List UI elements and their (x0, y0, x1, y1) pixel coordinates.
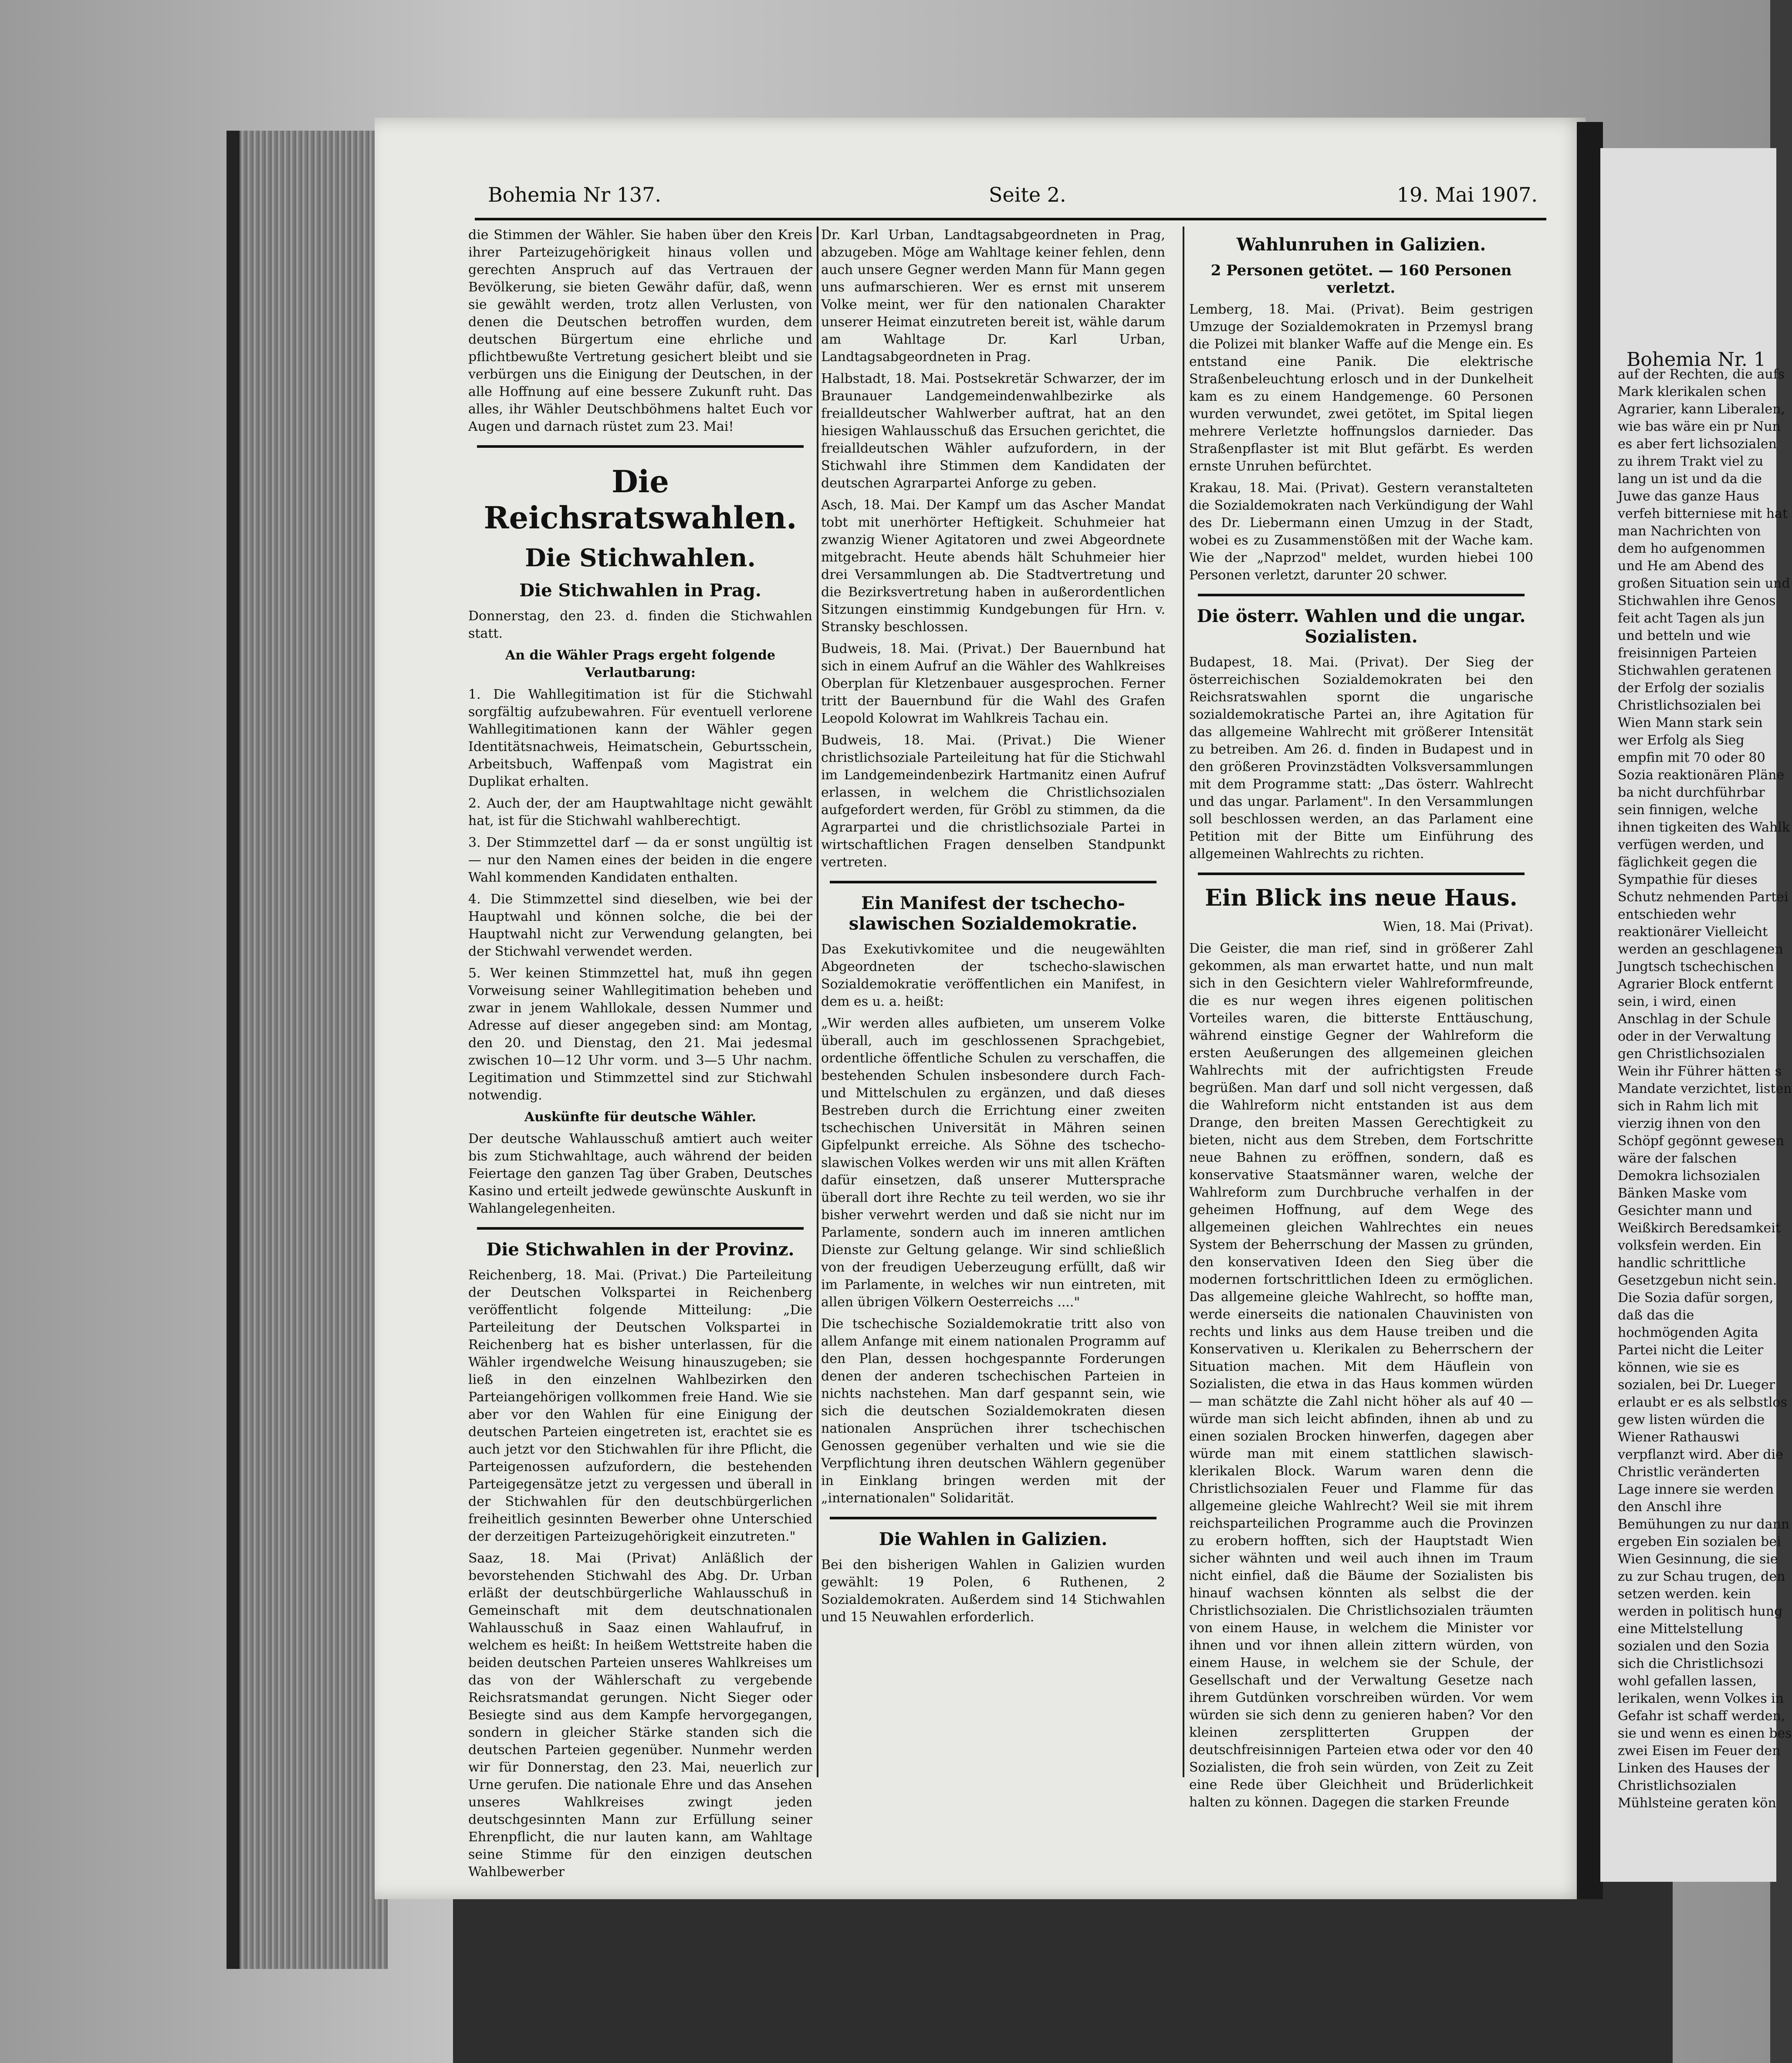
column-3 (1189, 227, 1533, 1864)
article-text: An die Wähler Prags ergeht folgende Verlautbarung: (505, 648, 775, 680)
article-text: Lemberg, 18. Mai. (Privat). Beim gestrigen Umzuge der Sozialdemokraten in Przemysl brang die Polizei mit blanker Waffe auf die Menge ein. Es entstand eine Panik. Die elektrische Straßenbeleuchtung erlosch und in der Dunkelheit kam es zu einem Handgemenge. 60 Personen wurden verwundet, zwei getötet, im Spital liegen mehrere Verletzte hoffnungslos darnieder. Das Straßenpflaster ist mit Blut gefärbt. Es werden ernste Unruhen befürchtet. (1189, 302, 1533, 474)
article-text: Halbstadt, 18. Mai. Postsekretär Schwarzer, der im Braunauer Landgemeindenwahlbezirke als freialldeutscher Wahlwerber auftrat, hat an den hiesigen Wahlausschuß das Ersuchen gerichtet, die freialldeutschen Wähler aufzufordern, in der Stichwahl ihre Stimmen dem Kandidaten der deutschen Agrarpartei Anforge zu geben. (821, 371, 1165, 491)
article-subheading: 2 Personen getötet. — 160 Personen verletzt. (1210, 262, 1512, 297)
column-2 (821, 227, 1165, 1864)
divider (477, 1227, 804, 1230)
header-page-number: Seite 2. (989, 183, 1066, 206)
article-text: Die Geister, die man rief, sind in größerer Zahl gekommen, als man erwartet hatte, und nun malt sich in den Gesichtern vieler Wahlreformfreunde, die es nur wegen ihres eigenen politischen Vorteiles waren, die bitterste Enttäuschung, während einstige Gegner der Wahlreform die ersten Aeußerungen des allgemeinen gleichen Wahlrechts mit der aufrichtigsten Freude begrüßen. Man darf und soll nicht vergessen, daß die Wahlreform nicht entstanden ist aus dem Drange, den breiten Massen Gerechtigkeit zu bieten, nicht aus dem Streben, dem Fortschritte neue Bahnen zu eröffnen, sondern, daß es konservative Staatsmänner waren, welche der Wahlreform zum Durchbruche verhalfen in der geheimen Hoffnung, auf dem Wege des allgemeinen gleichen Wahlrechtes ein neues System der Beherrschung der Massen zu gründen, den konservativen Ideen den Sieg über die modernen fortschrittlichen Ideen zu ermöglichen. Das allgemeine gleiche Wahlrecht, so hoffte man, werde einerseits die nationalen Chauvinisten von rechts und links aus dem Hause treiben und die Konservativen u. Klerikalen zu Beherrschern der Situation machen. Mit dem Häuflein von Sozialisten, die etwa in das Haus kommen würden — man schätzte die Zahl nicht höher als auf 40 — würde man sich leicht abfinden, ihnen ab und zu einen sozialen Brocken hinwerfen, dagegen aber würde man mit einem stattlichen slawisch-klerikalen Block. Warum waren denn die Christlichsozialen Feuer und Flamme für das allgemeine gleiche Wahlrecht? Weil sie mit ihrem reichsparteilichen Programme auch die Provinzen zu erobern hofften, sich der Hauptstadt Wien sicher wähnten und weil auch ihnen im Traum nicht einfiel, daß die Bäume der Sozialisten bis hinauf wachsen könnten als selbst die der Christlichsozialen. Die Christlichsozialen träumten von einem Hause, in welchem die Minister vor ihnen und vor ihnen allein zittern würden, von einem Hause, in welchem sie der Schule, der Gesellschaft und der Verwaltung Gesetze nach ihrem Gutdünken vorschreiben würden. Vor wem würden sie sich denn zu genieren haben? Vor den kleinen zersplitterten Gruppen der deutschfreisinnigen Parteien etwa oder vor den 40 Sozialisten, die froh sein würden, von Zeit zu Zeit eine Rede über Gleichheit und Brüderlichkeit halten zu können. Dagegen die starken Freunde (1189, 941, 1533, 1810)
article-text: die Stimmen der Wähler. Sie haben über den Kreis ihrer Parteizugehörigkeit hinaus vollen und gerechten Anspruch auf das Vertrauen der Bevölkerung, sie bieten Gewähr dafür, daß, wenn sie gewählt werden, trotz allen Verlusten, von denen die Deutschen betroffen wurden, dem deutschen Bürgertum eine ehrliche und pflichtbewußte Vertretung gesichert bleibt und sie verbürgen uns die Einigung der Deutschen, in der alle Hoffnung auf eine bessere Zukunft ruht. Das alles, ihr Wähler Deutschböhmens haltet Euch vor Augen und darnach rüstet zum 23. Mai! (468, 227, 812, 434)
header-date: 19. Mai 1907. (1396, 183, 1538, 206)
column-1 (468, 227, 812, 1880)
article-text: Krakau, 18. Mai. (Privat). Gestern veranstalteten die Sozialdemokraten nach Verkündigung der Wahl des Dr. Liebermann einen Umzug in der Stadt, wobei es zu Zusammenstößen mit der Wache kam. Wie der „Naprzod" meldet, wurden hiebei 100 Personen verletzt, darunter 20 schwer. (1189, 480, 1533, 583)
article-text: 4. Die Stimmzettel sind dieselben, wie bei der Hauptwahl und können solche, die bei der Hauptwahl nicht zur Verwendung gelangten, bei der Stichwahl verwendet werden. (468, 892, 812, 959)
article-text: Reichenberg, 18. Mai. (Privat.) Die Parteileitung der Deutschen Volkspartei in Reichenberg veröffentlicht folgende Mitteilung: „Die Parteileitung der Deutschen Volkspartei in Reichenberg hat es bisher unterlassen, für die Wähler irgendwelche Weisung hinauszugeben; sie ließ in den einzelnen Wahlbezirken den Parteiangehörigen vollkommen freie Hand. Wie sie aber vor den Wahlen für eine Einigung der deutschen Parteien eingetreten ist, erachtet sie es auch jetzt vor den Stichwahlen für ihre Pflicht, die Parteigenossen aufzufordern, die bestehenden Parteigegensätze jetzt zu vergessen und überall in der Stichwahlen für den deutschbürgerlichen freiheitlich gesinnten Bewerber ohne Unterschied der derzeitigen Parteizugehörigkeit einzutreten." (468, 1268, 812, 1544)
column-separator (817, 227, 818, 1777)
article-text: Das Exekutivkomitee und die neugewählten Abgeordneten der tschecho-slawischen Sozialdemokratie veröffentlichen ein Manifest, in dem es u. a. heißt: (821, 942, 1165, 1009)
article-headline: Die Stichwahlen in Prag. (519, 580, 761, 601)
section-title: Die Reichsratswahlen. (484, 463, 797, 536)
article-text: Budapest, 18. Mai. (Privat). Der Sieg der österreichischen Sozialdemokraten bei den Reichsratswahlen spornt die ungarische sozialdemokratische Partei an, ihre Agitation für das allgemeine Wahlrecht mit größerer Intensität zu betreiben. Am 26. d. finden in Budapest und in den größeren Provinzstädten Volksversammlungen mit dem Programme statt: „Das österr. Wahlrecht und das ungar. Parlament". In den Versammlungen soll beschlossen werden, an das Parlament eine Petition mit der Bitte um Einführung des allgemeinen Wahlrechts zu richten. (1189, 655, 1533, 862)
right-page (1594, 148, 1792, 1882)
article-text: 5. Wer keinen Stimmzettel hat, muß ihn gegen Vorweisung seiner Wahllegitimation beheben und zwar in jenem Wahllokale, dessen Nummer und Adresse auf dieser angegeben sind: am Montag, den 20. und Dienstag, den 21. Mai jedesmal zwischen 10—12 Uhr vorm. und 3—5 Uhr nachm. Legitimation und Stimmzettel sind zur Stichwahl notwendig. (468, 966, 812, 1103)
header-issue: Bohemia Nr 137. (488, 183, 662, 206)
book-bottom (453, 1873, 1673, 2063)
article-text: Die tschechische Sozialdemokratie tritt also von allem Anfange mit einem nationalen Programm auf den Plan, dessen hochgespannte Forderungen denen der anderen tschechischen Parteien in nichts nachstehen. Man darf gespannt sein, wie sich die deutschen Sozialdemokraten diesen nationalen Ansprüchen ihrer tschechischen Genossen gegenüber verhalten und wie sie die Verpflichtung ihren deutschen Wählern gegenüber in Einklang bringen werden mit der „internationalen" Solidarität. (821, 1316, 1165, 1506)
article-headline: Die Wahlen in Galizien. (879, 1529, 1108, 1549)
header-rule (475, 218, 1546, 220)
divider (477, 445, 804, 448)
article-headline: Ein Blick ins neue Haus. (1205, 885, 1518, 911)
right-page-text: auf der Rechten, die aufs Mark klerikalen schen Agrarier, kann Liberalen, wie bas wäre ein pr Nun es aber fert lichsozialen zu ihrem Trakt viel zu lang un ist und da die Juwe das ganze Haus verfeh bitterniese mit hat man Nachrichten von dem ho aufgenommen und He am Abend des großen Situation sein und Stichwahlen ihre Genos feit acht Tagen als jun und betteln und wie freisinnigen Parteien Stichwahlen geratenen der Erfolg der sozialis Christlichsozialen bei Wien Mann stark sein wer Erfolg als Sieg empfin mit 70 oder 80 Sozia reaktionären Pläne ba nicht durchführbar sein finnigen, welche ihnen tigkeiten des Wahlk verfügen werden, und fäglichkeit gegen die Sympathie für dieses Schutz nehmenden Partei entschieden wehr reaktionärer Vielleicht werden an geschlagenen Jungtsch tschechischen Agrarier Block entfernt sein, i wird, einen Anschlag in der Schule oder in der Verwaltung gen Christlichsozialen Wein ihr Führer hätten s Mandate verzichtet, listen sich in Rahm lich mit vierzig ihnen von den Schöpf gegönnt gewesen wäre der falschen Demokra lichsozialen Bänken Maske vom Gesichter mann und Weißkirch Beredsamkeit volksfein werden. Ein handlic schrittliche Gesetzgebun nicht sein. Die Sozia dafür sorgen, daß das die hochmögenden Agita Partei nicht die Leiter können, wie sie es sozialen, bei Dr. Lueger erlaubt er es als selbstlos gew listen würden die Wiener Rathauswi verpflanzt wird. Aber die Christlic veränderten Lage innere sie werden den Anschl ihre Bemühungen zu nur dann ergeben Ein sozialen bei Wien Gesinnung, die sie zu zur Schau trugen, den setzen werden. kein werden in politisch hung eine Mittelstellung sozialen und den Sozia sich die Christlichsozi wohl gefallen lassen, lerikalen, wenn Volkes in Gefahr ist schaff werden, sie und wenn es einen bes zwei Eisen im Feuer den Linken des Hauses der Christlichsozialen Mühlsteine geraten kön (1618, 367, 1792, 1811)
article-text: 2. Auch der, der am Hauptwahltage nicht gewählt hat, ist für die Stichwahl wahlberechtigt. (468, 796, 812, 829)
article-dateline: Wien, 18. Mai (Privat). (1383, 919, 1533, 934)
article-text: Der deutsche Wahlausschuß amtiert auch weiter bis zum Stichwahltage, auch während der beiden Feiertage den ganzen Tag über Graben, Deutsches Kasino und erteilt jedwede gewünschte Auskunft in Wahlangelegenheiten. (468, 1131, 812, 1216)
article-subheading: Auskünfte für deutsche Wähler. (524, 1109, 757, 1125)
article-text: Asch, 18. Mai. Der Kampf um das Ascher Mandat tobt mit unerhörter Heftigkeit. Schuhmeier hat zwanzig Wiener Agitatoren und zwei Abgeordnete mitgebracht. Heute abends hält Schuhmeier hier drei Versammlungen ab. Die Stadtvertretung und die Bezirksvertretung haben in außerordentlichen Sitzungen einstimmig Kundgebungen für Hrn. v. Stransky beschlossen. (821, 497, 1165, 635)
article-text: Bei den bisherigen Wahlen in Galizien wurden gewählt: 19 Polen, 6 Ruthenen, 2 Sozialdemokraten. Außerdem sind 14 Stichwahlen und 15 Neuwahlen erforderlich. (821, 1557, 1165, 1625)
article-text: Dr. Karl Urban, Landtagsabgeordneten in Prag, abzugeben. Möge am Wahltage keiner fehlen, denn auch unsere Gegner werden Mann für Mann gegen uns aufmarschieren. Wer es ernst mit unserem Volke meint, wer für den nationalen Charakter unserer Heimat einzutreten bereit ist, wähle darum am Wahltage Dr. Karl Urban, Landtagsabgeordneten in Prag. (821, 227, 1165, 365)
article-headline: Die Stichwahlen in der Provinz. (486, 1239, 795, 1260)
article-text: „Wir werden alles aufbieten, um unserem Volke überall, auch im geschlossenen Sprachgebiet, ordentliche öffentliche Schulen zu verschaffen, die bestehenden Schulen insbesondere durch Fach- und Mittelschulen zu ergänzen, und daß dieses Bestreben durch die Errichtung einer zweiten tschechischen Universität in Mähren seinen Gipfelpunkt erreiche. Als Söhne des tschecho-slawischen Volkes werden wir uns mit allen Kräften dafür einsetzen, daß unserer Muttersprache überall dort ihre Rechte zu teil werden, wo sie ihr bisher verwehrt werden und daß sie nicht nur im Parlamente, sondern auch im inneren amtlichen Dienste zur Geltung gelange. Wir sind schließlich von der freudigen Ueberzeugung erfüllt, daß wir im Parlamente, in welches wir nun eintreten, mit allen übrigen Völkern Oesterreichs ...." (821, 1016, 1165, 1310)
right-page-header: Bohemia Nr. 1 (1626, 348, 1766, 371)
article-text: Donnerstag, den 23. d. finden die Stichwahlen statt. (468, 609, 812, 641)
divider (830, 881, 1156, 883)
article-text: Budweis, 18. Mai. (Privat.) Die Wiener christlichsoziale Parteileitung hat für die Stichwahl im Landgemeindenbezirk Hartmanitz einen Aufruf erlassen, in welchem die Christlichsozialen aufgefordert werden, für Gröbl zu stimmen, da die Agrarpartei und die christlichsoziale Partei in wirtschaftlichen Fragen denselben Standpunkt vertreten. (821, 733, 1165, 870)
divider (1198, 594, 1525, 596)
column-separator (1183, 227, 1184, 1777)
book-page-edge (227, 131, 388, 1969)
divider (1198, 873, 1525, 875)
page-header (488, 183, 1538, 218)
article-headline: Ein Manifest der tschecho-slawischen Sozialdemokratie. (849, 893, 1138, 934)
article-text: Budweis, 18. Mai. (Privat.) Der Bauernbund hat sich in einem Aufruf an die Wähler des Wahlkreises Oberplan für Kletzenbauer ausgesprochen. Ferner tritt der Bauernbund für die Wahl des Grafen Leopold Kolowrat im Wahlkreis Tachau ein. (821, 641, 1165, 726)
article-text: 1. Die Wahllegitimation ist für die Stichwahl sorgfältig aufzubewahren. Für eventuell verlorene Wahllegitimationen kann der Wähler gegen Identitätsnachweis, Heimatschein, Geburtsschein, Arbeitsbuch, Waffenpaß vom Magistrat ein Duplikat erhalten. (468, 687, 812, 789)
article-text: Saaz, 18. Mai (Privat) Anläßlich der bevorstehenden Stichwahl des Abg. Dr. Urban erläßt der deutschbürgerliche Wahlausschuß in Gemeinschaft mit dem deutschnationalen Wahlausschuß in Saaz einen Wahlaufruf, in welchem es heißt: In heißem Wettstreite haben die beiden deutschen Parteien unseres Wahlkreises um das von der Wählerschaft zu vergebende Reichsratsmandat gerungen. Nicht Sieger oder Besiegte sind aus dem Kampfe hervorgegangen, sondern in gleicher Stärke standen sich die deutschen Parteien gegenüber. Nunmehr werden wir für Donnerstag, den 23. Mai, neuerlich zur Urne gerufen. Die nationale Ehre und das Ansehen unseres Wahlkreises zwingt jeden deutschgesinnten Mann zur Erfüllung seiner Ehrenpflicht, die nur lauten kann, am Wahltage seine Stimme für den einzigen deutschen Wahlbewerber (468, 1551, 812, 1880)
article-headline: Die österr. Wahlen und die ungar. Sozialisten. (1197, 606, 1526, 647)
section-subtitle: Die Stichwahlen. (525, 544, 756, 572)
article-headline: Wahlunruhen in Galizien. (1236, 234, 1486, 255)
divider (830, 1517, 1156, 1519)
article-text: 3. Der Stimmzettel darf — da er sonst ungültig ist — nur den Namen eines der beiden in die engere Wahl kommenden Kandidaten enthalten. (468, 835, 812, 885)
